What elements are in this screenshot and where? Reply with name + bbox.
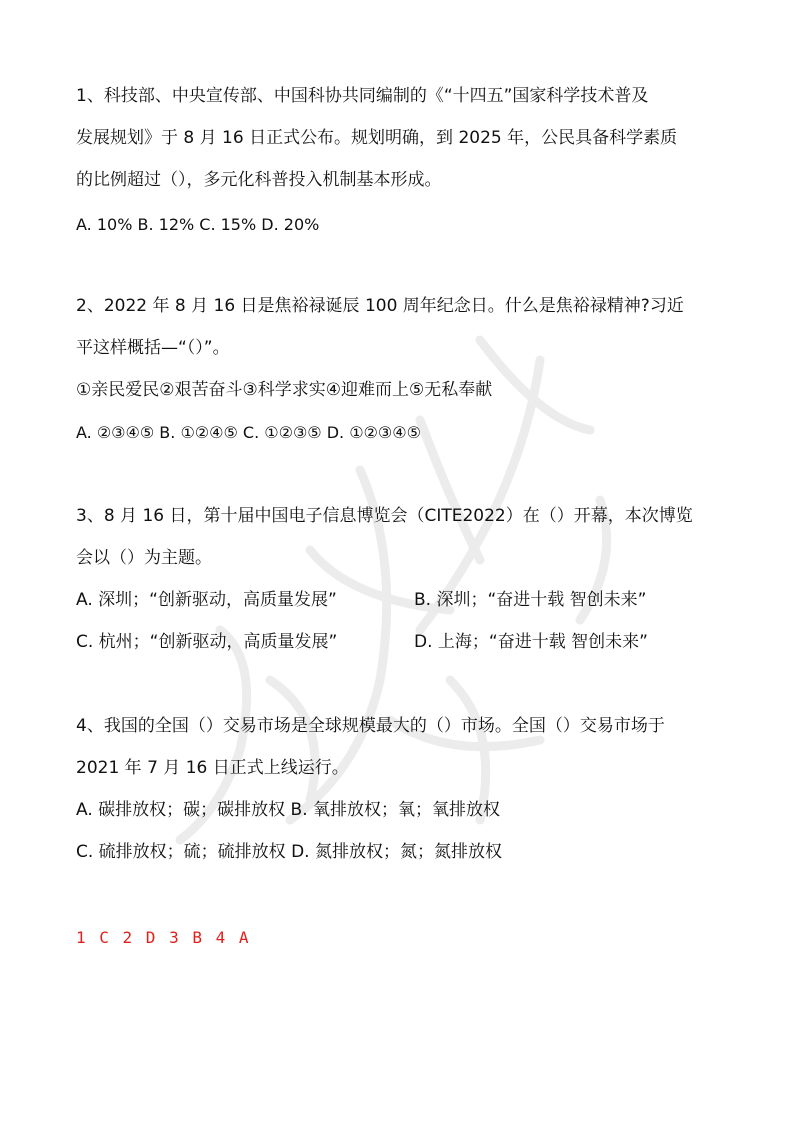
question-1-line-3: 的比例超过（），多元化科普投入机制基本形成。 <box>76 170 442 190</box>
question-2-line-1: 2、2022 年 8 月 16 日是焦裕禄诞辰 100 周年纪念日。什么是焦裕禄精神?习近 <box>76 296 684 316</box>
question-3-option-a: A. 深圳；“创新驱动，高质量发展” <box>76 590 337 610</box>
question-4-options-ab: A. 碳排放权；碳；碳排放权 B. 氧排放权；氧；氧排放权 <box>76 800 501 820</box>
question-3-option-b: B. 深圳；“奋进十载 智创未来” <box>414 590 647 610</box>
question-3-line-2: 会以（）为主题。 <box>76 548 212 568</box>
question-4-line-1: 4、我国的全国（）交易市场是全球规模最大的（）市场。全国（）交易市场于 <box>76 716 665 736</box>
question-3-option-d: D. 上海；“奋进十载 智创未来” <box>414 632 648 652</box>
question-2-line-2: 平这样概括—“（）”。 <box>76 338 230 358</box>
question-2-options: A. ②③④⑤ B. ①②④⑤ C. ①②③⑤ D. ①②③④⑤ <box>76 423 421 442</box>
question-1-options: A. 10% B. 12% C. 15% D. 20% <box>76 215 320 234</box>
question-2-choices: ①亲民爱民②艰苦奋斗③科学求实④迎难而上⑤无私奉献 <box>76 380 493 400</box>
question-1-line-1: 1、科技部、中央宣传部、中国科协共同编制的《“十四五”国家科学技术普及 <box>76 86 649 106</box>
question-4-options-cd: C. 硫排放权；硫；硫排放权 D. 氮排放权；氮；氮排放权 <box>76 842 502 862</box>
question-4-line-2: 2021 年 7 月 16 日正式上线运行。 <box>76 758 349 778</box>
answer-key: 1 C 2 D 3 B 4 A <box>76 928 251 947</box>
question-3-option-c: C. 杭州；“创新驱动，高质量发展” <box>76 632 338 652</box>
question-1-line-2: 发展规划》于 8 月 16 日正式公布。规划明确，到 2025 年，公民具备科学素质 <box>76 128 678 148</box>
question-3-line-1: 3、8 月 16 日，第十届中国电子信息博览会（CITE2022）在（）开幕，本次博览 <box>76 506 693 526</box>
